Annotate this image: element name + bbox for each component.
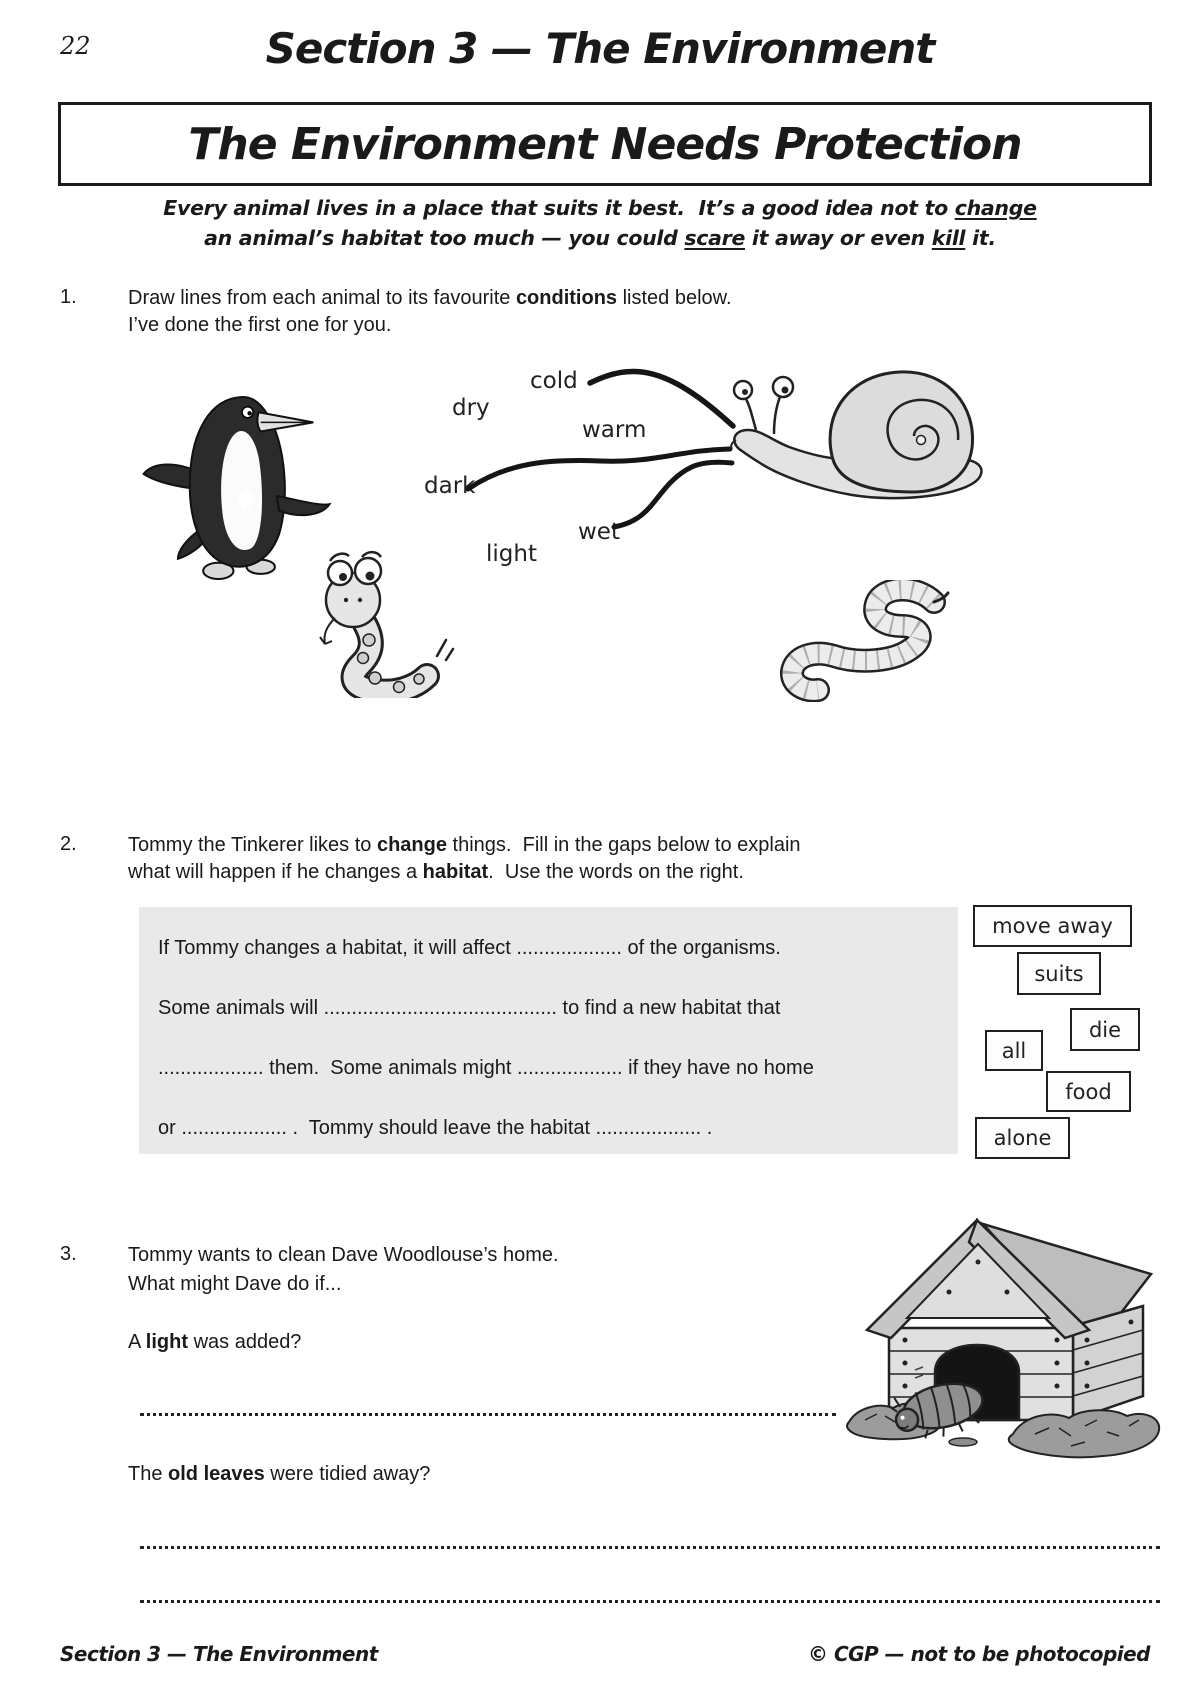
q3-line-2: What might Dave do if... <box>128 1273 342 1295</box>
worm-illustration <box>766 580 954 702</box>
condition-dry: dry <box>452 395 490 421</box>
intro-line-1: Every animal lives in a place that suits it best. It’s a good idea not to change <box>163 196 1037 220</box>
footer-section-title: Section 3 — The Environment <box>60 1642 378 1666</box>
answer-line-b1 <box>140 1530 1160 1549</box>
q2-line-1: Tommy the Tinkerer likes to change things. Fill in the gaps below to explain <box>128 834 801 856</box>
q1-number: 1. <box>60 286 77 308</box>
word-bank-move-away: move away <box>973 905 1132 947</box>
condition-wet: wet <box>578 519 620 545</box>
q2-line-2: what will happen if he changes a habitat. Use the words on the right. <box>128 861 744 883</box>
answer-line-b2 <box>140 1584 1160 1603</box>
q3-part-b: The old leaves were tidied away? <box>128 1463 431 1485</box>
snail-illustration <box>722 356 994 518</box>
q2-number: 2. <box>60 833 77 855</box>
gap-fill-line-2: Some animals will .......................................... to find a new habitat that <box>158 997 781 1019</box>
gap-fill-line-4: or ................... . Tommy should leave the habitat ................... . <box>158 1117 713 1139</box>
answer-line-a <box>140 1397 836 1416</box>
condition-cold: cold <box>530 368 578 394</box>
intro-line-2: an animal’s habitat too much — you could scare it away or even kill it. <box>204 226 996 250</box>
gap-fill-line-1: If Tommy changes a habitat, it will affect ................... of the organisms. <box>158 937 781 959</box>
word-bank-suits: suits <box>1017 952 1101 995</box>
condition-light: light <box>486 541 537 567</box>
page-title: The Environment Needs Protection <box>188 118 1022 170</box>
snake-illustration <box>283 548 468 698</box>
q3-part-a: A light was added? <box>128 1331 302 1353</box>
q1-line-2: I’ve done the first one for you. <box>128 314 392 336</box>
q1-line-1: Draw lines from each animal to its favourite conditions listed below. <box>128 287 732 309</box>
title-box <box>58 102 1152 186</box>
word-bank-food: food <box>1046 1071 1131 1112</box>
word-bank-alone: alone <box>975 1117 1070 1159</box>
doghouse-illustration <box>845 1210 1165 1468</box>
q3-number: 3. <box>60 1243 77 1265</box>
gap-fill-line-3: ................... them. Some animals might ................... if they have no home <box>158 1057 814 1079</box>
section-title: Section 3 — The Environment <box>265 24 935 73</box>
q3-line-1: Tommy wants to clean Dave Woodlouse’s home. <box>128 1244 559 1266</box>
word-bank-all: all <box>985 1030 1043 1071</box>
page-number: 22 <box>60 32 91 60</box>
word-bank-die: die <box>1070 1008 1140 1051</box>
footer-copyright: © CGP — not to be photocopied <box>808 1642 1150 1666</box>
condition-dark: dark <box>424 473 476 499</box>
condition-warm: warm <box>582 417 647 443</box>
